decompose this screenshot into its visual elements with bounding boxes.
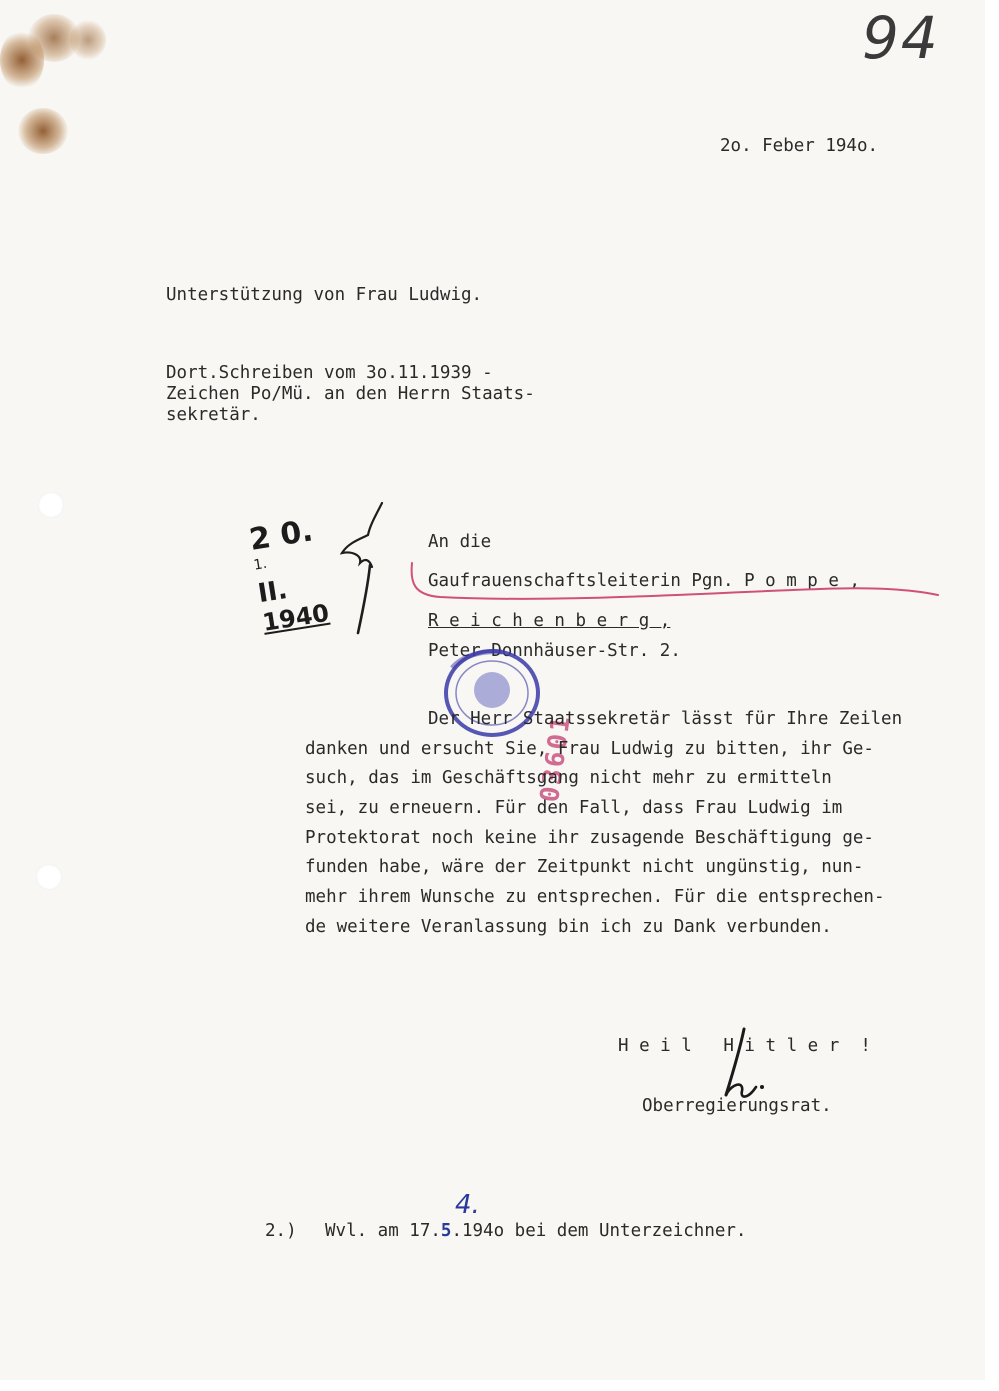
rust-stain <box>18 108 68 154</box>
body-line: such, das im Geschäftsgang nicht mehr zu ermitteln <box>305 768 832 788</box>
date-stamp <box>222 494 334 659</box>
recipient-street: Peter Donnhäuser-Str. 2. <box>428 641 681 661</box>
punch-hole <box>36 864 62 890</box>
red-number-stamp: 03601 <box>535 712 577 805</box>
red-pencil-underline <box>400 555 945 635</box>
footer-month-correction: 4. <box>455 1190 480 1220</box>
signer-title: Oberregierungsrat. <box>642 1096 832 1116</box>
rust-stain <box>70 20 106 60</box>
stamp-year: 1940 <box>260 599 331 638</box>
body-line: funden habe, wäre der Zeitpunkt nicht ungünstig, nun- <box>305 857 864 877</box>
stamp-day: 2 0. <box>246 513 316 558</box>
footer-text-after: .194o bei dem Unterzeichner. <box>451 1221 747 1241</box>
stamp-superscript: 1. <box>252 555 269 574</box>
body-line: de weitere Veranlassung bin ich zu Dank verbunden. <box>305 917 832 937</box>
recipient-city: R e i c h e n b e r g , <box>428 611 671 631</box>
stamp-month: II. <box>255 575 290 610</box>
punch-hole <box>38 492 64 518</box>
reference-line: sekretär. <box>166 405 261 425</box>
body-line: sei, zu erneuern. Für den Fall, dass Frau Ludwig im <box>305 798 843 818</box>
footer-line <box>325 1221 746 1241</box>
reference-line: Zeichen Po/Mü. an den Herrn Staats- <box>166 384 535 404</box>
subject-line: Unterstützung von Frau Ludwig. <box>166 285 483 305</box>
body-line: Protektorat noch keine ihr zusagende Beschäftigung ge- <box>305 828 874 848</box>
footer-month-struck: 5 <box>440 1221 452 1241</box>
folio-number: 94 <box>862 4 940 72</box>
closing-greeting: H e i l H i t l e r ! <box>618 1036 871 1056</box>
letter-date: 2o. Feber 194o. <box>720 136 879 156</box>
reference-line: Dort.Schreiben vom 3o.11.1939 - <box>166 363 493 383</box>
body-line: danken und ersucht Sie, Frau Ludwig zu bitten, ihr Ge- <box>305 739 874 759</box>
recipient-salutation: An die <box>428 532 492 552</box>
body-line: Der Herr Staatssekretär lässt für Ihre Zeilen <box>428 709 903 729</box>
footer-text-before: Wvl. am 17. <box>325 1221 441 1241</box>
recipient-name: Gaufrauenschaftsleiterin Pgn. P o m p e , <box>428 571 860 591</box>
footer-number: 2.) <box>265 1221 297 1241</box>
handwritten-initial-mark <box>330 495 400 640</box>
body-line: mehr ihrem Wunsche zu entsprechen. Für die entsprechen- <box>305 887 885 907</box>
official-seal <box>422 648 542 748</box>
